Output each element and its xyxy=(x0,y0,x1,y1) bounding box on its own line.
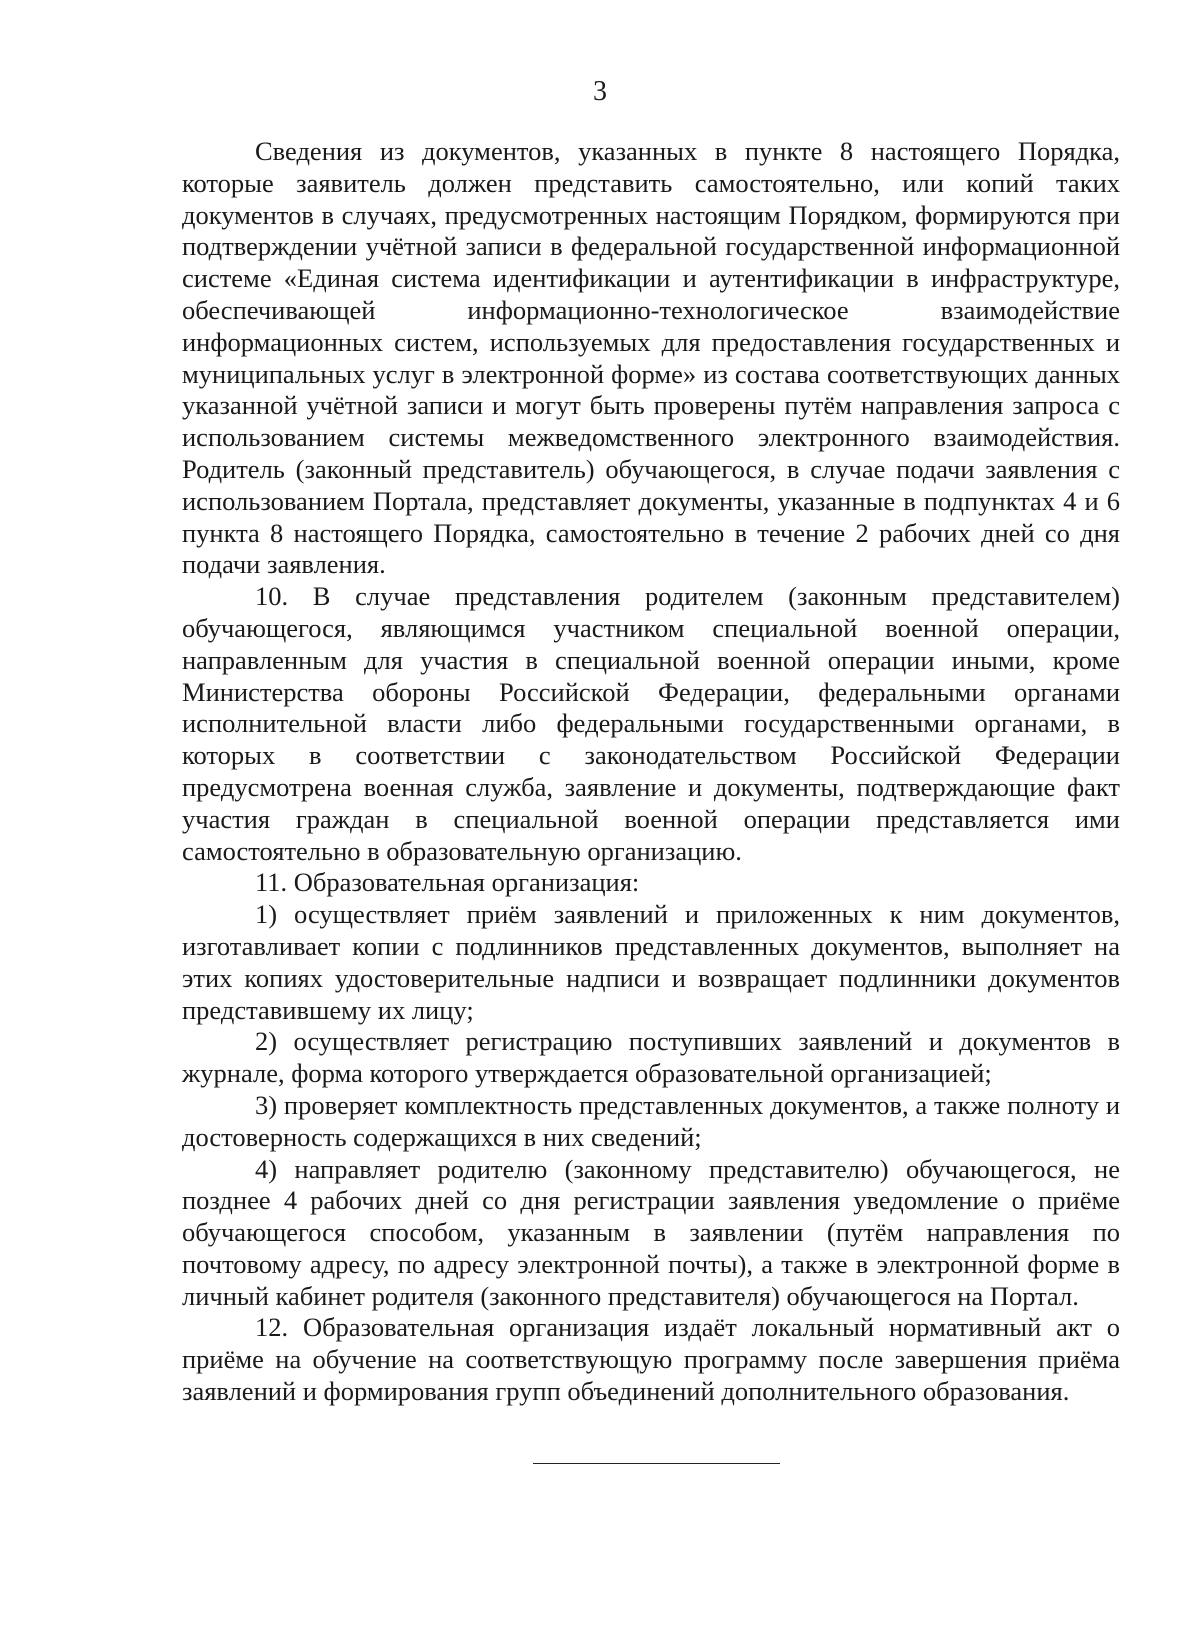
document-body xyxy=(182,136,1120,1408)
paragraph-10-svo-participants: 10. В случае представления родителем (законным представителем) обучающегося, являющимся участником специальной военной операции, направленным для участия в специальной военной операции иными, кроме Министерства обороны Российской Федерации, федеральными органами исполнительной власти либо федеральными государственными органами, в которых в соответствии с законодательством Российской Федерации предусмотрена военная служба, заявление и документы, подтверждающие факт участия граждан в специальной военной операции представляется ими самостоятельно в образовательную организацию. xyxy=(182,581,1120,866)
list-item-11-2: 2) осуществляет регистрацию поступивших заявлений и документов в журнале, форма которого утверждается образовательной организацией; xyxy=(182,1026,1120,1089)
list-item-11-3: 3) проверяет комплектность представленных документов, а также полноту и достоверность содержащихся в них сведений; xyxy=(182,1089,1120,1152)
list-item-11-4: 4) направляет родителю (законному представителю) обучающегося, не позднее 4 рабочих дней со дня регистрации заявления уведомление о приёме обучающегося способом, указанным в заявлении (путём направления по почтовому адресу, по адресу электронной почты), а также в электронной форме в личный кабинет родителя (законного представителя) обучающегося на Портал. xyxy=(182,1153,1120,1311)
paragraph-12-local-act: 12. Образовательная организация издаёт локальный нормативный акт о приёме на обучение на соответствующую программу после завершения приёма заявлений и формирования групп объединений дополнительного образования. xyxy=(182,1312,1120,1407)
page-number: 3 xyxy=(593,76,607,107)
end-of-document-rule xyxy=(533,1463,780,1464)
paragraph-11-heading: 11. Образовательная организация: xyxy=(255,867,640,898)
paragraph-information-sources: Сведения из документов, указанных в пункте 8 настоящего Порядка, которые заявитель должен представить самостоятельно, или копий таких документов в случаях, предусмотренных настоящим Порядком, формируются при подтверждении учётной записи в федеральной государственной информационной системе «Единая система идентификации и аутентификации в инфраструктуре, обеспечивающей информационно-технологическое взаимодействие информационных систем, используемых для предоставления государственных и муниципальных услуг в электронной форме» из состава соответствующих данных указанной учётной записи и могут быть проверены путём направления запроса с использованием системы межведомственного электронного взаимодействия. Родитель (законный представитель) обучающегося, в случае подачи заявления с использованием Портала, представляет документы, указанные в подпунктах 4 и 6 пункта 8 настоящего Порядка, самостоятельно в течение 2 рабочих дней со дня подачи заявления. xyxy=(182,136,1120,580)
list-item-11-1: 1) осуществляет приём заявлений и приложенных к ним документов, изготавливает копии с подлинников представленных документов, выполняет на этих копиях удостоверительные надписи и возвращает подлинники документов представившему их лицу; xyxy=(182,899,1120,1025)
